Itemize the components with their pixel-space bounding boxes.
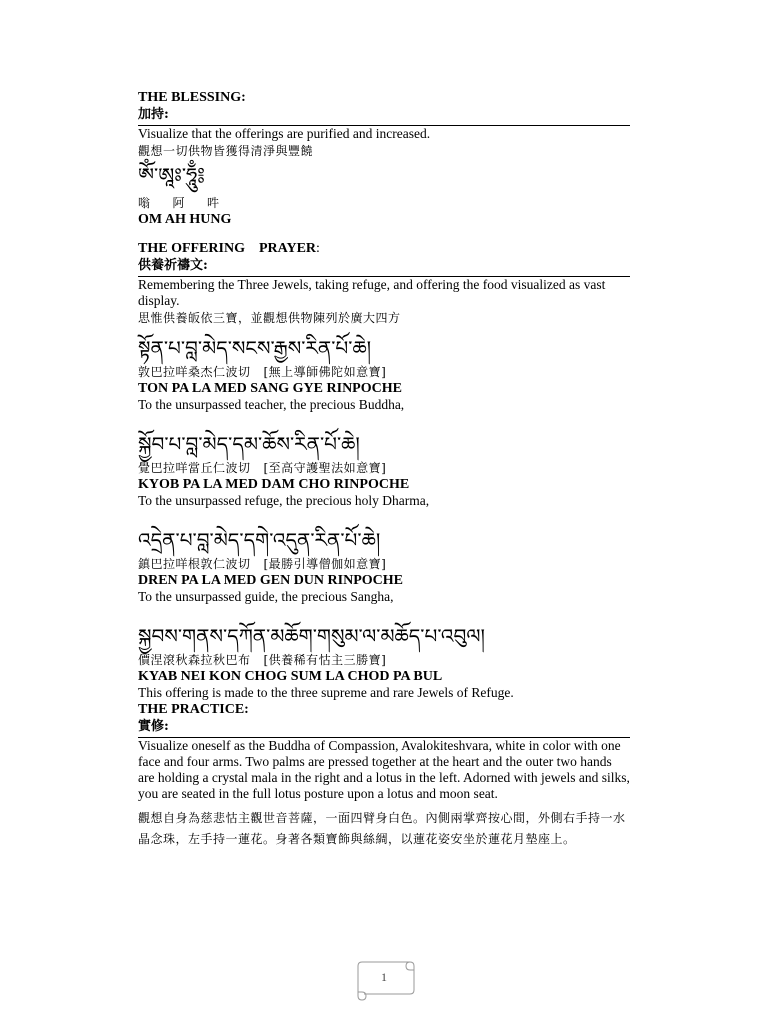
practice-heading: THE PRACTICE: xyxy=(138,702,249,717)
verse-tibetan: སྐྱབས་གནས་དཀོན་མཆོག་གསུམ་ལ་མཆོད་པ་འབུལ། xyxy=(138,624,485,648)
offering-heading-part: PRAYER xyxy=(258,241,317,256)
verse-zh-phonetic: 鎮巴拉咩根敦仁波切 xyxy=(138,557,251,571)
practice-instruction-zh: 觀想自身為慈悲怙主觀世音菩薩，一面四臂身白色。內側兩掌齊按心間，外側右手持一水晶念珠，左手持一蓮花。身著各類寶飾與絲綢，以蓮花姿安坐於蓮花月墊座上。 xyxy=(138,811,626,846)
offering-instruction: Remembering the Three Jewels, taking refuge, and offering the food visualized as vast display. xyxy=(138,277,606,308)
blessing-heading-zh: 加持: xyxy=(138,107,169,122)
verse-translation: To the unsurpassed guide, the precious Sangha, xyxy=(138,589,394,604)
verse-tibetan: སྟོན་པ་བླ་མེད་སངས་རྒྱས་རིན་པོ་ཆེ། xyxy=(138,336,372,360)
verse-translation: To the unsurpassed refuge, the precious holy Dharma, xyxy=(138,493,430,508)
page-number-scroll xyxy=(352,958,416,1002)
verse-zh xyxy=(138,555,630,573)
verse-zh-phonetic: 敦巴拉咩桑杰仁波切 xyxy=(138,365,251,379)
page-number: 1 xyxy=(381,970,387,984)
verse-zh-phonetic: 價涅滾秋森拉秋巴布 xyxy=(138,653,251,667)
syllable-zh: 吽 xyxy=(207,196,220,210)
blessing-tibetan: ༀ་ཨཱཿ་ཧཱུྃ༔ xyxy=(138,163,205,187)
verse-transliteration: TON PA LA MED SANG GYE RINPOCHE xyxy=(138,381,402,396)
verse-translation: To the unsurpassed teacher, the precious Buddha, xyxy=(138,397,405,412)
verse-zh-note: [至高守護聖法如意寶] xyxy=(263,461,387,475)
blessing-mantra: OM AH HUNG xyxy=(138,212,232,227)
verse-zh xyxy=(138,363,630,381)
practice-instruction: Visualize oneself as the Buddha of Compassion, Avalokiteshvara, white in color with one face and four arms. Two palms are pressed together at the heart and the outer two hands are holding a crystal mala in the right and a lotus in the left. Adorned with jewels and silks, you are seated in the full lotus posture upon a lotus and moon seat. xyxy=(138,738,630,801)
verse-transliteration: DREN PA LA MED GEN DUN RINPOCHE xyxy=(138,573,403,588)
offering-heading xyxy=(138,240,630,257)
verse-zh xyxy=(138,651,630,669)
verse-zh xyxy=(138,459,630,477)
blessing-heading: THE BLESSING: xyxy=(138,90,246,105)
verse-tibetan: སྐྱོབ་པ་བླ་མེད་དམ་ཆོས་རིན་པོ་ཆེ། xyxy=(138,432,360,456)
syllable-zh: 阿 xyxy=(172,196,186,210)
blessing-instruction-zh: 觀想一切供物皆獲得清淨與豐饒 xyxy=(138,144,314,158)
syllable-zh: 嗡 xyxy=(138,196,151,210)
blessing-syllables-zh xyxy=(138,194,630,212)
offering-heading-colon: : xyxy=(316,241,320,256)
practice-heading-zh: 實修: xyxy=(138,719,169,734)
verse-zh-note: [無上導師佛陀如意寶] xyxy=(263,365,387,379)
blessing-instruction: Visualize that the offerings are purified and increased. xyxy=(138,126,431,141)
verse-zh-note: [最勝引導僧伽如意寶] xyxy=(263,557,387,571)
verse-translation: This offering is made to the three supreme and rare Jewels of Refuge. xyxy=(138,685,514,700)
verse-zh-note: [供養稀有怙主三勝寶] xyxy=(263,653,387,667)
offering-instruction-zh: 思惟供養皈依三寶，並觀想供物陳列於廣大四方 xyxy=(138,311,401,325)
verse-zh-phonetic: 覺巴拉咩當丘仁波切 xyxy=(138,461,251,475)
verse-transliteration: KYAB NEI KON CHOG SUM LA CHOD PA BUL xyxy=(138,669,443,684)
offering-heading-part: THE OFFERING xyxy=(138,241,245,256)
verse-transliteration: KYOB PA LA MED DAM CHO RINPOCHE xyxy=(138,477,410,492)
offering-heading-zh: 供養祈禱文: xyxy=(138,258,208,273)
document-page xyxy=(138,89,630,850)
verse-tibetan: འདྲེན་པ་བླ་མེད་དགེ་འདུན་རིན་པོ་ཆེ། xyxy=(138,528,381,552)
